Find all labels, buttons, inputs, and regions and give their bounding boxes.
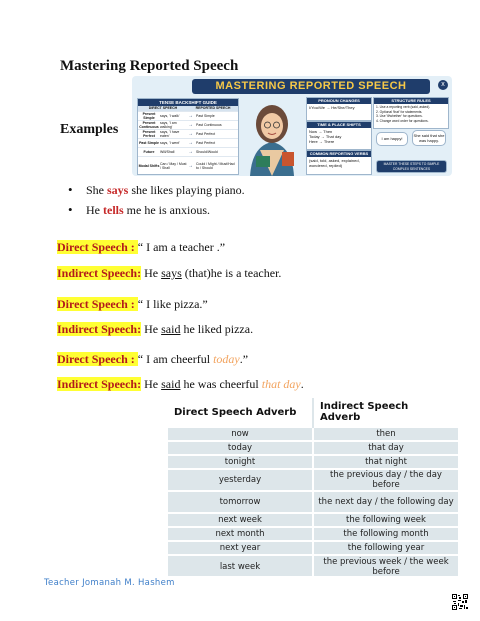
table-row: today that day [168,441,458,455]
table-row: next month the following month [168,527,458,541]
example-direct-2: Direct Speech : “ I like pizza.” [57,297,208,311]
backshift-row: Past Simple says, 'I went' → Past Perfect [138,138,238,147]
adverb-header-direct: Direct Speech Adverb [168,398,313,427]
example-bullet-list [68,180,245,220]
arrow-right-icon: → [188,149,193,155]
arrow-right-icon: → [188,113,193,119]
table-row: next week the following week [168,513,458,527]
example-indirect-3: Indirect Speech: He said he was cheerful that day. [57,377,304,391]
backshift-row: Present Perfect says, 'I have eaten' → Past Perfect [138,129,238,138]
teacher-illustration [242,94,302,176]
pronoun-box: PRONOUN CHANGES I/You/We → He/She/They [306,97,372,121]
backshift-row: Present Continuous says, 'I am walking' → Past Continuous [138,120,238,129]
backshift-guide [137,98,239,175]
backshift-col-reported: REPORTED SPEECH [195,106,231,110]
page-title: Mastering Reported Speech [60,58,239,74]
example-indirect-2: Indirect Speech: He said he liked pizza. [57,322,254,336]
speech-bubble-right: She said that she was happy. [412,130,446,146]
arrow-right-icon: → [188,131,193,137]
examples-heading: Examples [60,122,119,137]
arrow-right-icon: → [188,122,193,128]
table-row: tomorrow the next day / the following day [168,491,458,513]
time-place-box: TIME & PLACE SHIFTS Now → Then Today → That day Here → There [306,121,372,150]
backshift-col-direct: DIRECT SPEECH [148,106,178,110]
adverb-header-indirect: Indirect Speech Adverb [313,398,458,427]
qr-code-icon [452,594,468,610]
list-item: • He tells me he is anxious. [68,200,245,220]
table-row: yesterday the previous day / the day before [168,469,458,491]
backshift-row: Present Simple says, 'I walk' → Past Simple [138,111,238,120]
footer-author: Teacher Jomanah M. Hashem [44,578,175,588]
backshift-row: Future Will/Shall → Should/Would [138,147,238,156]
close-icon: x [438,80,448,90]
structure-rules-box: STRUCTURE RULES 1. Use a reporting verb (said, asked). 2. Optional 'that' for statements. 3. Use 'if/whether' for questions. 4. Change word order for questions. [373,97,449,129]
example-direct-3: Direct Speech : “ I am cheerful today.” [57,352,249,366]
arrow-right-icon: → [188,162,193,169]
backshift-heading: TENSE BACKSHIFT GUIDE [138,99,238,106]
table-row: last week the previous week / the week before [168,555,458,577]
infographic-image [132,76,452,176]
reporting-verbs-box: COMMON REPORTING VERBS (said, told, asked, explained, wondered, replied) [306,150,372,175]
arrow-right-icon: → [188,140,193,146]
backshift-row: Modal Shifts Can / May / Must / Shall → Could / Might / Must/Had to / Should [138,156,238,174]
master-steps-banner: MASTER THESE STEPS TO SIMPLE COMPLEX SENTENCES [376,160,447,173]
table-row: tonight that night [168,455,458,469]
infographic-title: MASTERING REPORTED SPEECH [192,79,430,94]
example-direct-1: Direct Speech : “ I am a teacher .” [57,240,226,254]
example-indirect-1: Indirect Speech: He says (that)he is a teacher. [57,266,282,280]
adverb-table [168,398,458,576]
list-item: • She says she likes playing piano. [68,180,245,200]
table-row: next year the following year [168,541,458,555]
speech-bubble-left: I am happy! [376,132,408,146]
table-row: now then [168,427,458,441]
